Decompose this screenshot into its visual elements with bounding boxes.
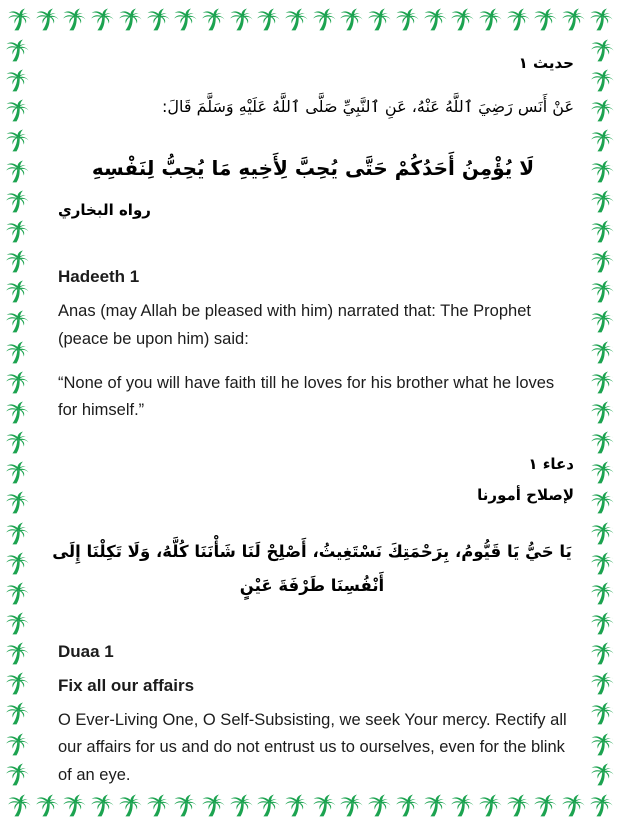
palm-tree-icon: [590, 551, 614, 577]
palm-tree-icon: [589, 793, 613, 819]
palm-tree-icon: [5, 490, 29, 516]
palm-tree-icon: [423, 7, 447, 33]
palm-tree-icon: [229, 7, 253, 33]
palm-border-right: [589, 38, 615, 788]
palm-tree-icon: [367, 7, 391, 33]
hadeeth-english-narration: Anas (may Allah be pleased with him) narrated that: The Prophet (peace be upon him) said:: [58, 302, 531, 348]
duaa-english-subtitle: Fix all our affairs: [58, 675, 195, 695]
palm-tree-icon: [590, 430, 614, 456]
palm-tree-icon: [5, 551, 29, 577]
palm-tree-icon: [590, 189, 614, 215]
palm-tree-icon: [5, 309, 29, 335]
palm-tree-icon: [5, 581, 29, 607]
palm-tree-icon: [7, 7, 31, 33]
palm-tree-icon: [5, 400, 29, 426]
palm-tree-icon: [62, 7, 86, 33]
duaa-english-title: Duaa 1: [58, 641, 114, 661]
palm-tree-icon: [589, 7, 613, 33]
palm-tree-icon: [173, 7, 197, 33]
palm-tree-icon: [506, 7, 530, 33]
palm-tree-icon: [5, 611, 29, 637]
duaa-arabic-title: دعاء ١: [528, 454, 574, 473]
palm-tree-icon: [5, 189, 29, 215]
palm-tree-icon: [395, 7, 419, 33]
palm-tree-icon: [5, 370, 29, 396]
palm-tree-icon: [561, 7, 585, 33]
palm-tree-icon: [284, 7, 308, 33]
palm-tree-icon: [5, 732, 29, 758]
palm-tree-icon: [5, 701, 29, 727]
palm-tree-icon: [90, 7, 114, 33]
palm-tree-icon: [590, 340, 614, 366]
palm-tree-icon: [5, 249, 29, 275]
palm-tree-icon: [590, 581, 614, 607]
palm-border-top: [7, 7, 613, 33]
palm-tree-icon: [5, 38, 29, 64]
palm-tree-icon: [590, 38, 614, 64]
palm-tree-icon: [5, 430, 29, 456]
palm-tree-icon: [590, 641, 614, 667]
palm-tree-icon: [590, 159, 614, 185]
hadeeth-english-translation: “None of you will have faith till he loves for his brother what he loves for himself.”: [58, 373, 555, 419]
palm-tree-icon: [5, 128, 29, 154]
palm-tree-icon: [35, 793, 59, 819]
hadeeth-arabic-source: رواه البخاري: [58, 201, 151, 219]
palm-tree-icon: [478, 7, 502, 33]
palm-tree-icon: [590, 490, 614, 516]
palm-tree-icon: [118, 7, 142, 33]
hadeeth-arabic-text: لَا يُؤْمِنُ أَحَدُكُمْ حَتَّى يُحِبَّ لِأَخِيهِ مَا يُحِبُّ لِنَفْسِهِ: [91, 156, 535, 180]
palm-tree-icon: [201, 7, 225, 33]
hadeeth-arabic-narration: عَنْ أَنَس رَضِيَ ٱللَّهُ عَنْهُ، عَنِ ٱلنَّبِيِّ صَلَّى ٱللَّهُ عَلَيْهِ وَسَلَّمَ قَالَ:: [161, 97, 574, 116]
hadeeth-arabic-title: حديث ١: [518, 54, 574, 72]
palm-tree-icon: [590, 611, 614, 637]
duaa-arabic-subtitle: لإصلاح أمورنا: [477, 485, 574, 504]
page-content: [52, 50, 574, 806]
palm-tree-icon: [590, 701, 614, 727]
palm-tree-icon: [590, 279, 614, 305]
palm-tree-icon: [533, 7, 557, 33]
palm-tree-icon: [146, 7, 170, 33]
palm-tree-icon: [5, 671, 29, 697]
palm-tree-icon: [5, 762, 29, 788]
hadeeth-english-title: Hadeeth 1: [58, 267, 140, 286]
palm-tree-icon: [5, 279, 29, 305]
palm-tree-icon: [590, 460, 614, 486]
palm-tree-icon: [5, 98, 29, 124]
palm-tree-icon: [5, 340, 29, 366]
palm-tree-icon: [590, 762, 614, 788]
palm-tree-icon: [590, 309, 614, 335]
palm-tree-icon: [590, 98, 614, 124]
palm-tree-icon: [590, 128, 614, 154]
palm-tree-icon: [590, 68, 614, 94]
palm-tree-icon: [590, 219, 614, 245]
palm-border-left: [4, 38, 30, 788]
palm-tree-icon: [450, 7, 474, 33]
palm-tree-icon: [5, 68, 29, 94]
palm-tree-icon: [7, 793, 31, 819]
palm-tree-icon: [590, 671, 614, 697]
palm-tree-icon: [339, 7, 363, 33]
palm-tree-icon: [5, 641, 29, 667]
palm-tree-icon: [312, 7, 336, 33]
palm-tree-icon: [5, 219, 29, 245]
palm-tree-icon: [590, 400, 614, 426]
palm-tree-icon: [590, 732, 614, 758]
palm-tree-icon: [35, 7, 59, 33]
palm-tree-icon: [5, 521, 29, 547]
duaa-arabic-text: يَا حَيُّ يَا قَيُّومُ، بِرَحْمَتِكَ نَسْتَغِيثُ، أَصْلِحْ لَنَا شَأْنَنَا كُلَّهُ، وَلَا تَكِلْنَا إِلَى أَنْفُسِنَا طَرْفَةَ عَيْنٍ: [52, 541, 572, 595]
palm-tree-icon: [590, 370, 614, 396]
palm-tree-icon: [590, 521, 614, 547]
palm-tree-icon: [256, 7, 280, 33]
palm-tree-icon: [5, 460, 29, 486]
duaa-english-translation: O Ever-Living One, O Self-Subsisting, we seek Your mercy. Rectify all our affairs for us and do not entrust us to ourselves, even for the blink of an eye.: [58, 710, 567, 784]
palm-tree-icon: [590, 249, 614, 275]
palm-tree-icon: [5, 159, 29, 185]
